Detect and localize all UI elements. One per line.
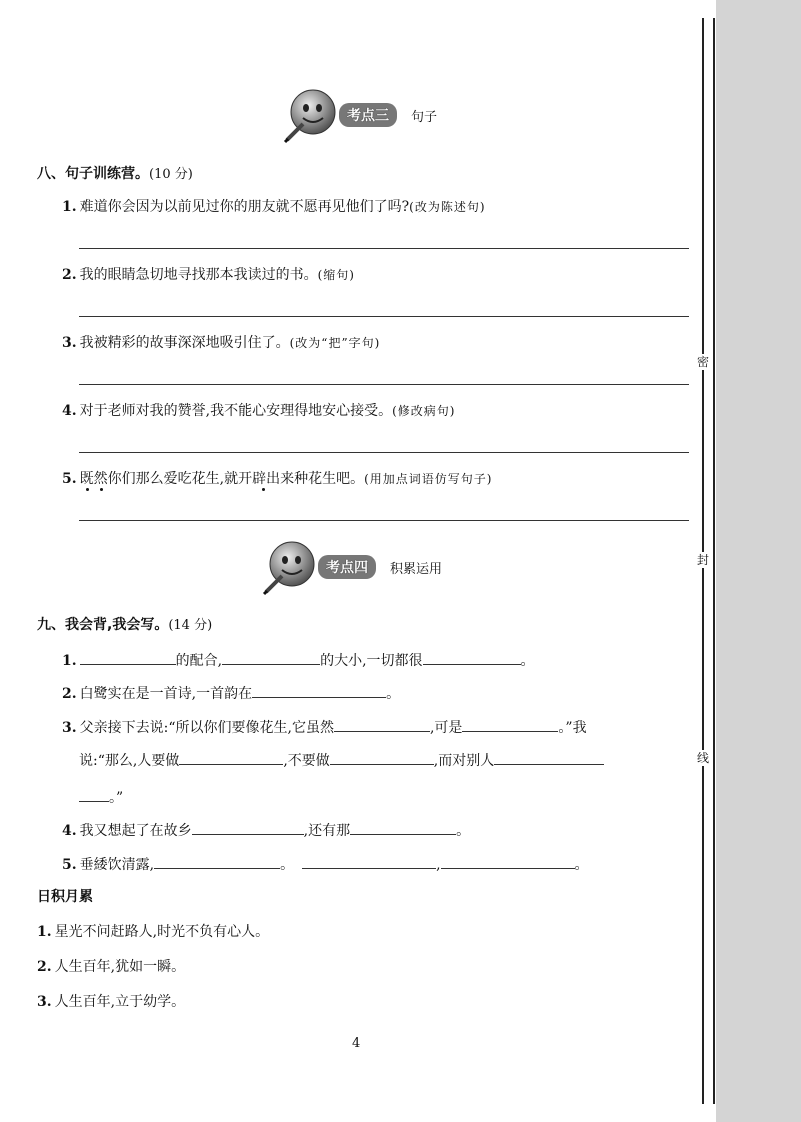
- page-number: 4: [352, 1036, 361, 1051]
- section-banner-4: [262, 540, 442, 594]
- fill-blank[interactable]: [192, 820, 304, 835]
- fill-blank[interactable]: [302, 854, 436, 869]
- answer-line[interactable]: [79, 248, 689, 249]
- fill-blank[interactable]: [423, 650, 521, 665]
- seal-line-right: [713, 18, 715, 1104]
- section-title: 句子: [411, 109, 438, 125]
- question-item: 4. 我又想起了在故乡 ,还有那 。: [62, 820, 470, 840]
- emphasis-dot: [262, 488, 265, 491]
- question-item: 3. 父亲接下去说:“所以你们要像花生,它虽然 ,可是 。”我: [62, 717, 587, 737]
- riji-item: 3. 人生百年,立于幼学。: [37, 994, 186, 1010]
- answer-line[interactable]: [79, 452, 689, 453]
- fill-blank[interactable]: [252, 683, 386, 698]
- question-item: 4. 对于老师对我的赞誉,我不能心安理得地安心接受。(修改病句): [62, 403, 456, 419]
- smiley-pencil-icon: [262, 540, 316, 594]
- question-item: 1. 难道你会因为以前见过你的朋友就不愿再见他们了吗?(改为陈述句): [62, 199, 486, 215]
- question-heading: 九、我会背,我会写。(14 分): [37, 617, 213, 633]
- riji-item: 2. 人生百年,犹如一瞬。: [37, 959, 186, 975]
- emphasis-dot: [100, 488, 103, 491]
- emphasis-dot: [86, 488, 89, 491]
- fill-blank[interactable]: [350, 820, 456, 835]
- question-item: 2. 我的眼睛急切地寻找那本我读过的书。(缩句): [62, 267, 355, 283]
- fill-blank[interactable]: [154, 854, 280, 869]
- smiley-pencil-icon: [283, 88, 337, 142]
- fill-blank[interactable]: [80, 650, 176, 665]
- answer-line[interactable]: [79, 384, 689, 385]
- question-item: 5. 垂緌饮清露, 。 , 。: [62, 854, 589, 874]
- question-item: 3. 我被精彩的故事深深地吸引住了。(改为“把”字句): [62, 335, 381, 351]
- riji-heading: 日积月累: [37, 889, 93, 905]
- answer-line[interactable]: [79, 520, 689, 521]
- section-badge: 考点四: [318, 555, 376, 579]
- fill-blank[interactable]: [462, 717, 558, 732]
- question-item-continued: 。”: [79, 787, 123, 807]
- binding-margin: [716, 0, 801, 1122]
- fill-blank[interactable]: [330, 750, 434, 765]
- fill-blank[interactable]: [334, 717, 430, 732]
- question-item-continued: 说:“那么,人要做 ,不要做 ,而对别人: [79, 750, 604, 770]
- fill-blank[interactable]: [494, 750, 604, 765]
- section-title: 积累运用: [390, 561, 443, 577]
- answer-line[interactable]: [79, 316, 689, 317]
- fill-blank[interactable]: [79, 787, 109, 802]
- question-item: 5. 既然你们那么爱吃花生,就开辟出来种花生吧。(用加点词语仿写句子): [62, 471, 493, 487]
- fill-blank[interactable]: [179, 750, 283, 765]
- fill-blank[interactable]: [222, 650, 320, 665]
- section-banner-3: [283, 88, 437, 142]
- riji-item: 1. 星光不问赶路人,时光不负有心人。: [37, 924, 270, 940]
- question-item: 2. 白鹭实在是一首诗,一首韵在 。: [62, 683, 400, 703]
- fill-blank[interactable]: [441, 854, 575, 869]
- question-heading: 八、句子训练营。(10 分): [37, 166, 193, 182]
- section-badge: 考点三: [339, 103, 397, 127]
- seal-char-mi: 密: [694, 354, 712, 370]
- seal-char-feng: 封: [694, 552, 712, 568]
- seal-char-xian: 线: [694, 750, 712, 766]
- question-item: 1. 的配合, 的大小,一切都很 。: [62, 650, 535, 670]
